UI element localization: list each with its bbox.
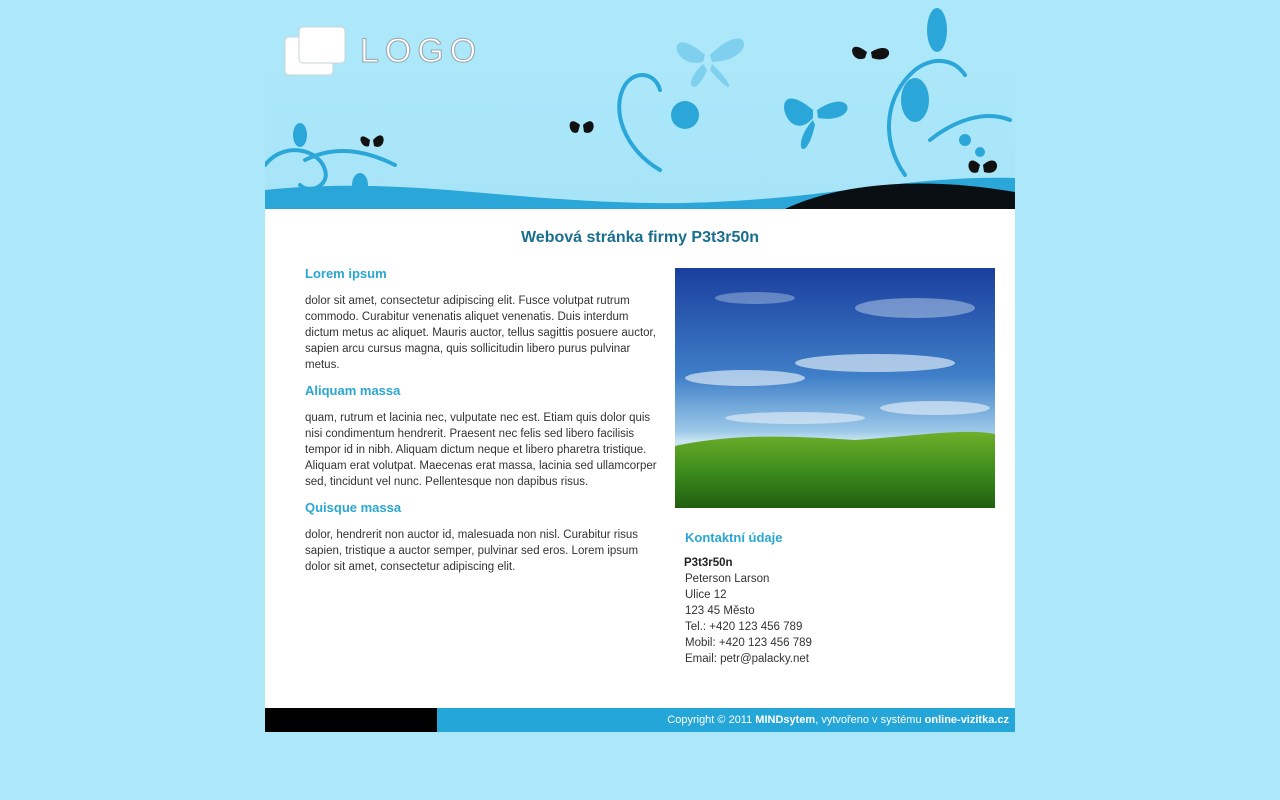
section-text: dolor sit amet, consectetur adipiscing elit. Fusce volutpat rutrum commodo. Curabitur venenatis aliquet venenatis. Duis interdum dictum metus ac aliquet. Mauris auctor, tellus sagittis posuere auctor, sapien arcu cursus magna, quis sollicitudin libero purus pulvinar metus.	[305, 295, 656, 371]
page-container	[265, 0, 1015, 732]
header-banner	[265, 0, 1015, 209]
footer-brand-link[interactable]: MINDsytem	[755, 714, 816, 726]
section-title: Quisque massa	[305, 500, 402, 515]
footer-black-segment	[265, 708, 437, 732]
contact-box	[685, 530, 985, 667]
footer-prefix: Copyright © 2011	[667, 714, 756, 726]
contact-title: Kontaktní údaje	[685, 530, 783, 545]
footer-bar	[265, 708, 1015, 732]
article-column	[305, 266, 657, 585]
page-title: Webová stránka firmy P3t3r50n	[520, 229, 760, 246]
hero-landscape-image	[675, 268, 995, 508]
header-artwork	[265, 0, 1015, 209]
contact-email: Email: petr@palacky.net	[685, 653, 809, 665]
contact-street: Ulice 12	[685, 589, 727, 601]
logo-text: LOGO	[360, 32, 483, 70]
footer-system-link[interactable]: online-vizitka.cz	[924, 714, 1009, 726]
contact-mobile: Mobil: +420 123 456 789	[685, 637, 812, 649]
contact-company: P3t3r50n	[684, 557, 733, 569]
section-text: quam, rutrum et lacinia nec, vulputate nec est. Etiam quis dolor quis nisi condimentum hendrerit. Praesent nec felis sed libero facilisis tempor id in nibh. Aliquam dictum neque et libero pharetra tristique. Aliquam erat volutpat. Maecenas erat massa, lacinia sed ullamcorper sed, tincidunt vel nunc. Pellentesque non dapibus risus.	[305, 412, 657, 488]
section-text: dolor, hendrerit non auctor id, malesuada non nisl. Curabitur risus sapien, tristique a auctor semper, pulvinar sed eros. Lorem ipsum dolor sit amet, consectetur adipiscing elit.	[305, 529, 639, 573]
contact-city: 123 45 Město	[685, 605, 755, 617]
contact-name: Peterson Larson	[685, 573, 770, 585]
section-title: Lorem ipsum	[305, 266, 387, 281]
footer-copyright	[667, 708, 1009, 732]
contact-phone: Tel.: +420 123 456 789	[685, 621, 803, 633]
main-content	[265, 209, 1015, 708]
section-title: Aliquam massa	[305, 383, 401, 398]
footer-middle: , vytvořeno v systému	[815, 714, 925, 726]
